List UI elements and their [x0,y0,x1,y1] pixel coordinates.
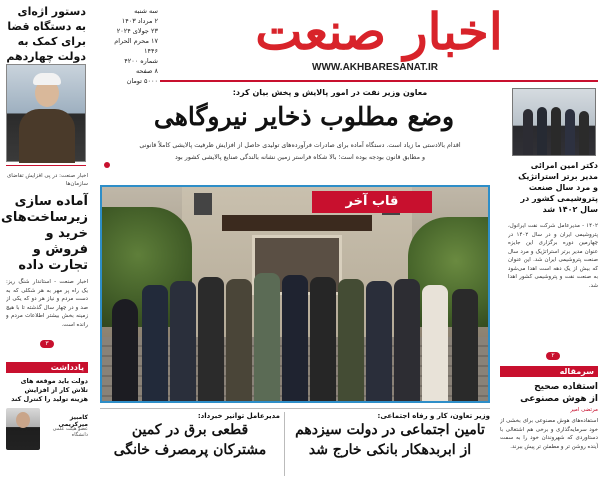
bottom-story-2-line-1: قطعی برق در کمین [131,422,249,438]
deck-line-2: و مطابق قانون بودجه بوده است؛ بالا شکاه فراستر زمین نشانه بالندگی صنایع پالایشی کشور بود [174,154,426,161]
photo-portrait-left [194,193,212,215]
editorial-title-1: استفاده صحیح [534,382,598,392]
person [112,299,138,403]
author-role: عضو هیئت علمی دانشگاه [52,426,88,438]
photo-figure [551,107,561,155]
main-headline[interactable]: وضع مطلوب ذخایر نیروگاهی [153,102,455,131]
person [338,279,364,403]
issue-date-persian: ۲ مرداد ۱۴۰۳ [121,17,158,25]
editorial-box[interactable] [500,366,598,479]
right-title-2: مدیر برتر استراتژیک [518,172,598,181]
left-top-title-3: برای کمک به [17,35,86,48]
bottom-story-2-line-2: مشترکان پرمصرف خانگی [113,442,267,458]
left-top-title-2: به دستگاه قضا [7,20,86,33]
person [254,273,280,403]
website-url[interactable]: WWW.AKHBARESANAT.IR [312,62,438,73]
right-col-photo [512,88,596,156]
person [310,277,336,403]
left-mid-title-3: خرید و فروش و [32,226,88,257]
left-top-story[interactable] [6,4,86,64]
editorial-author: مرتضی امیر [570,407,598,413]
yaddasht-author-area [6,408,88,452]
photo-figure [523,109,533,155]
person [142,285,168,403]
right-title-3: و مرد سال صنعت [528,183,598,192]
bottom-story-1-line-1: تامین اجتماعی در دولت سیزدهم [295,422,485,438]
left-top-title-4: دولت چهاردهم [6,50,86,63]
person [170,281,196,403]
author-photo [6,408,40,450]
right-title-4: پتروشیمی کشور در [520,194,598,203]
left-mid-headline [0,194,88,274]
photo-figure [537,107,547,155]
right-col-headline[interactable] [508,160,598,215]
photo-label-qab-akhar: قاب آخر [312,191,432,213]
person [198,277,224,403]
author-head [16,412,30,428]
person [422,285,448,403]
left-divider [6,165,86,166]
bottom-story-1-line-2: از ابربدهکار بانکی خارج شد [308,442,472,458]
main-subhead: معاون وزیر نفت در امور پالایش و پخش بیان کرد: [232,88,428,97]
person [394,279,420,403]
right-col-body-wrap [508,222,598,360]
left-mid-story[interactable] [0,172,88,348]
person [452,289,478,403]
left-mid-body: اخبار صنعت - استاندار شنگ ریز: یک راه پر مهر به هر شکلی که به دست مردم و نیاز هر دو که یکی از صد و در چهار سال گذشته تا با هیچ زمینه بخش بیشتر اطلاعات مردم و رانده است. [6,279,88,328]
page-count: ۸ صفحه [135,67,158,75]
bottom-story-power-outage[interactable] [100,412,280,460]
editorial-title-2: از هوش مصنوعی [520,394,598,404]
bottom-story-2-kicker: مدیرعامل توانیر خبرداد: [197,412,280,420]
masthead-logo: اخبار صنعت [255,2,503,61]
main-deck [104,140,496,164]
deck-line-1: اقدام بالادستی ما زیاد است. دستگاه آماده برای صادرات فرآورده‌های تولیدی حاصل از افزایش ظرفیت پالایشی کاملاً قانونی [139,142,461,149]
masthead-divider [160,80,598,82]
issue-date-hijri: ۱۷ محرم الحرام ۱۴۴۶ [114,37,158,55]
photo-group [112,257,482,403]
left-mid-kicker: اخبار صنعت: در پی افزایش تقاضای سازمان‌ها [6,173,88,187]
left-mid-title-1: آماده سازی [14,194,88,209]
bottom-divider [100,408,490,409]
photo-figure [565,109,575,155]
editorial-body: استفاده‌های هوش مصنوعی برای بخشی از خود سرمایه‌گذاری و برخی هم اشتغالی با دستاوردی که شهروندان خود را به سمت آینده روشن تر و مطمئن تر پیش ببرند. [500,418,598,450]
editorial-label: سرمقاله [500,366,598,377]
judiciary-chief-photo [6,64,86,162]
right-col-body: ۱۴۰۲ - مدیرعامل شرکت نفت ایرانول، پتروشیمی ایران و در سال ۱۴۰۲ در چهارمین دوره برگزاری این جایزه عنوان مدیر برتر استراتژیک و مرد سال صنعت پتروشیمی ایران شد. این عنوان که بیش از یک دهه است اهدا می‌شود به صنعت نفت و پتروشیمی کشور اهدا شد. [508,223,598,289]
yaddasht-box[interactable] [6,362,88,452]
price: ۵۰۰۰ تومان [126,77,158,85]
bottom-story-social-security[interactable] [290,412,490,460]
issue-info [112,6,158,86]
person [226,279,252,403]
author-name: کامبیز میرکریمی [58,414,88,428]
person [282,275,308,403]
left-mid-page-badge: ۳ [40,340,54,348]
issue-date-gregorian: ۲۳ جولای ۲۰۲۴ [116,27,158,35]
left-mid-title-4: تجارت داده [18,258,88,273]
issue-day: سه شنبه [134,7,158,15]
right-title-5: سال ۱۴۰۲ شد [542,205,598,214]
left-mid-title-2: زیرساخت‌های [0,210,88,225]
photo-banner [222,215,372,231]
photo-figure-robe [19,109,75,163]
left-top-title-1: دستور اژه‌ای [17,5,86,18]
photo-figure-turban [33,73,61,85]
photo-figure [579,111,589,155]
main-photo[interactable] [100,185,490,403]
right-title-1: دکتر امین امرائی [530,161,598,170]
right-col-page-badge: ۲ [546,352,560,360]
yaddasht-title: دولت باید موقعه های تلاش کار از افزایش هزینه تولید را کنترل کند [11,377,88,403]
editorial-title [500,381,598,405]
person [366,281,392,403]
issue-number: شماره ۴۲۰۰ [124,57,158,65]
bottom-story-1-kicker: وزیر تعاون، کار و رفاه اجتماعی: [377,412,490,420]
bottom-column-divider [284,412,285,476]
yaddasht-label: یادداشت [6,362,88,373]
